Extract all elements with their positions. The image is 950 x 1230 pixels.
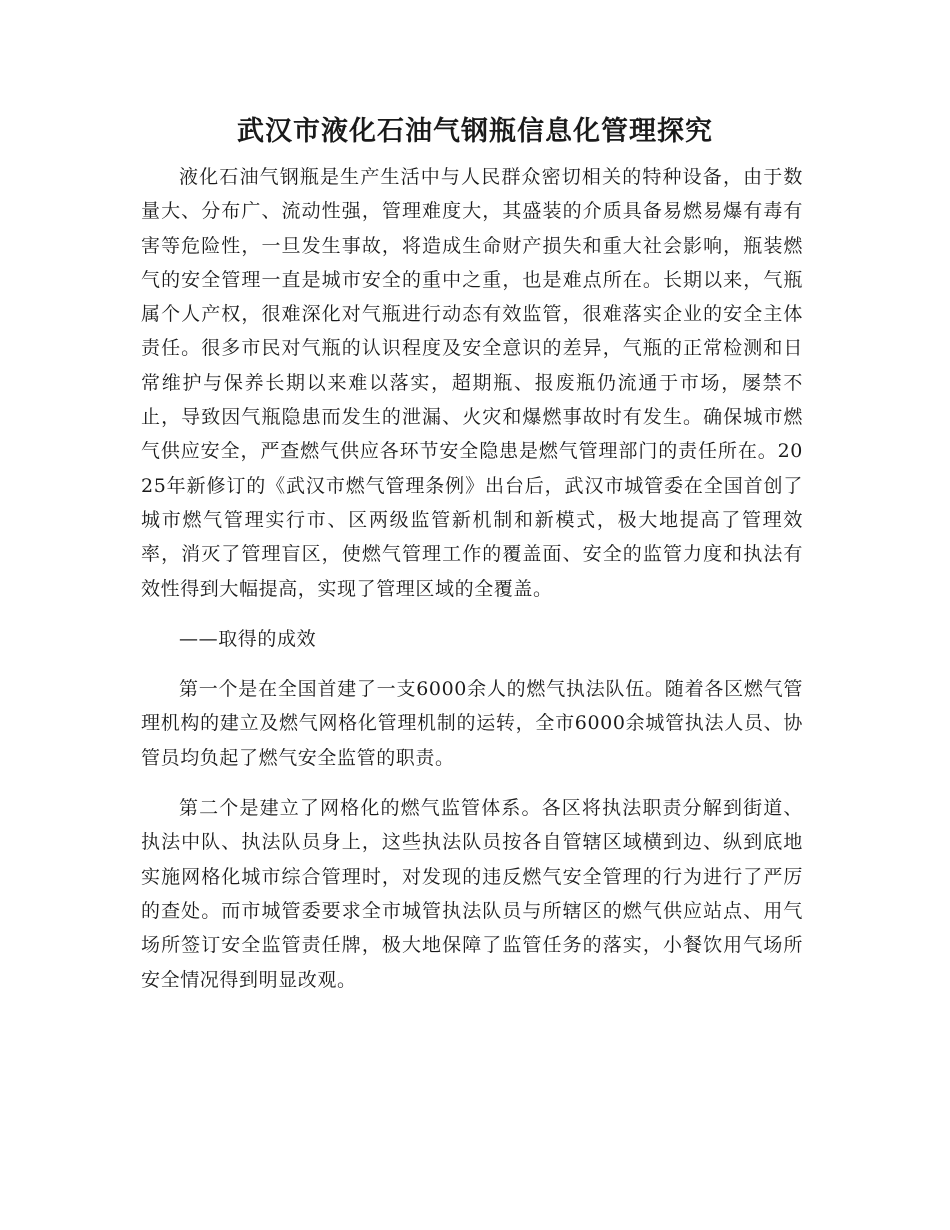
document-body xyxy=(141,160,803,997)
intro-paragraph: 液化石油气钢瓶是生产生活中与人民群众密切相关的特种设备，由于数量大、分布广、流动性强，管理难度大，其盛装的介质具备易燃易爆有毒有害等危险性，一旦发生事故，将造成生命财产损失和重大社会影响，瓶装燃气的安全管理一直是城市安全的重中之重，也是难点所在。长期以来，气瓶属个人产权，很难深化对气瓶进行动态有效监管，很难落实企业的安全主体责任。很多市民对气瓶的认识程度及安全意识的差异，气瓶的正常检测和日常维护与保养长期以来难以落实，超期瓶、报废瓶仍流通于市场，屡禁不止，导致因气瓶隐患而发生的泄漏、火灾和爆燃事故时有发生。确保城市燃气供应安全，严查燃气供应各环节安全隐患是燃气管理部门的责任所在。2025年新修订的《武汉市燃气管理条例》出台后，武汉市城管委在全国首创了城市燃气管理实行市、区两级监管新机制和新模式，极大地提高了管理效率，消灭了管理盲区，使燃气管理工作的覆盖面、安全的监管力度和执法有效性得到大幅提高，实现了管理区域的全覆盖。 xyxy=(141,166,803,600)
document-title: 武汉市液化石油气钢瓶信息化管理探究 xyxy=(237,116,713,147)
achievement-paragraph-1: 第一个是在全国首建了一支6000余人的燃气执法队伍。随着各区燃气管理机构的建立及燃气网格化管理机制的运转，全市6000余城管执法人员、协管员均负起了燃气安全监管的职责。 xyxy=(141,678,803,769)
achievement-paragraph-2: 第二个是建立了网格化的燃气监管体系。各区将执法职责分解到街道、执法中队、执法队员身上，这些执法队员按各自管辖区域横到边、纵到底地实施网格化城市综合管理时，对发现的违反燃气安全管理的行为进行了严厉的查处。而市城管委要求全市城管执法队员与所辖区的燃气供应站点、用气场所签订安全监管责任牌，极大地保障了监管任务的落实，小餐饮用气场所安全情况得到明显改观。 xyxy=(141,797,803,991)
section-heading: ——取得的成效 xyxy=(179,627,317,650)
